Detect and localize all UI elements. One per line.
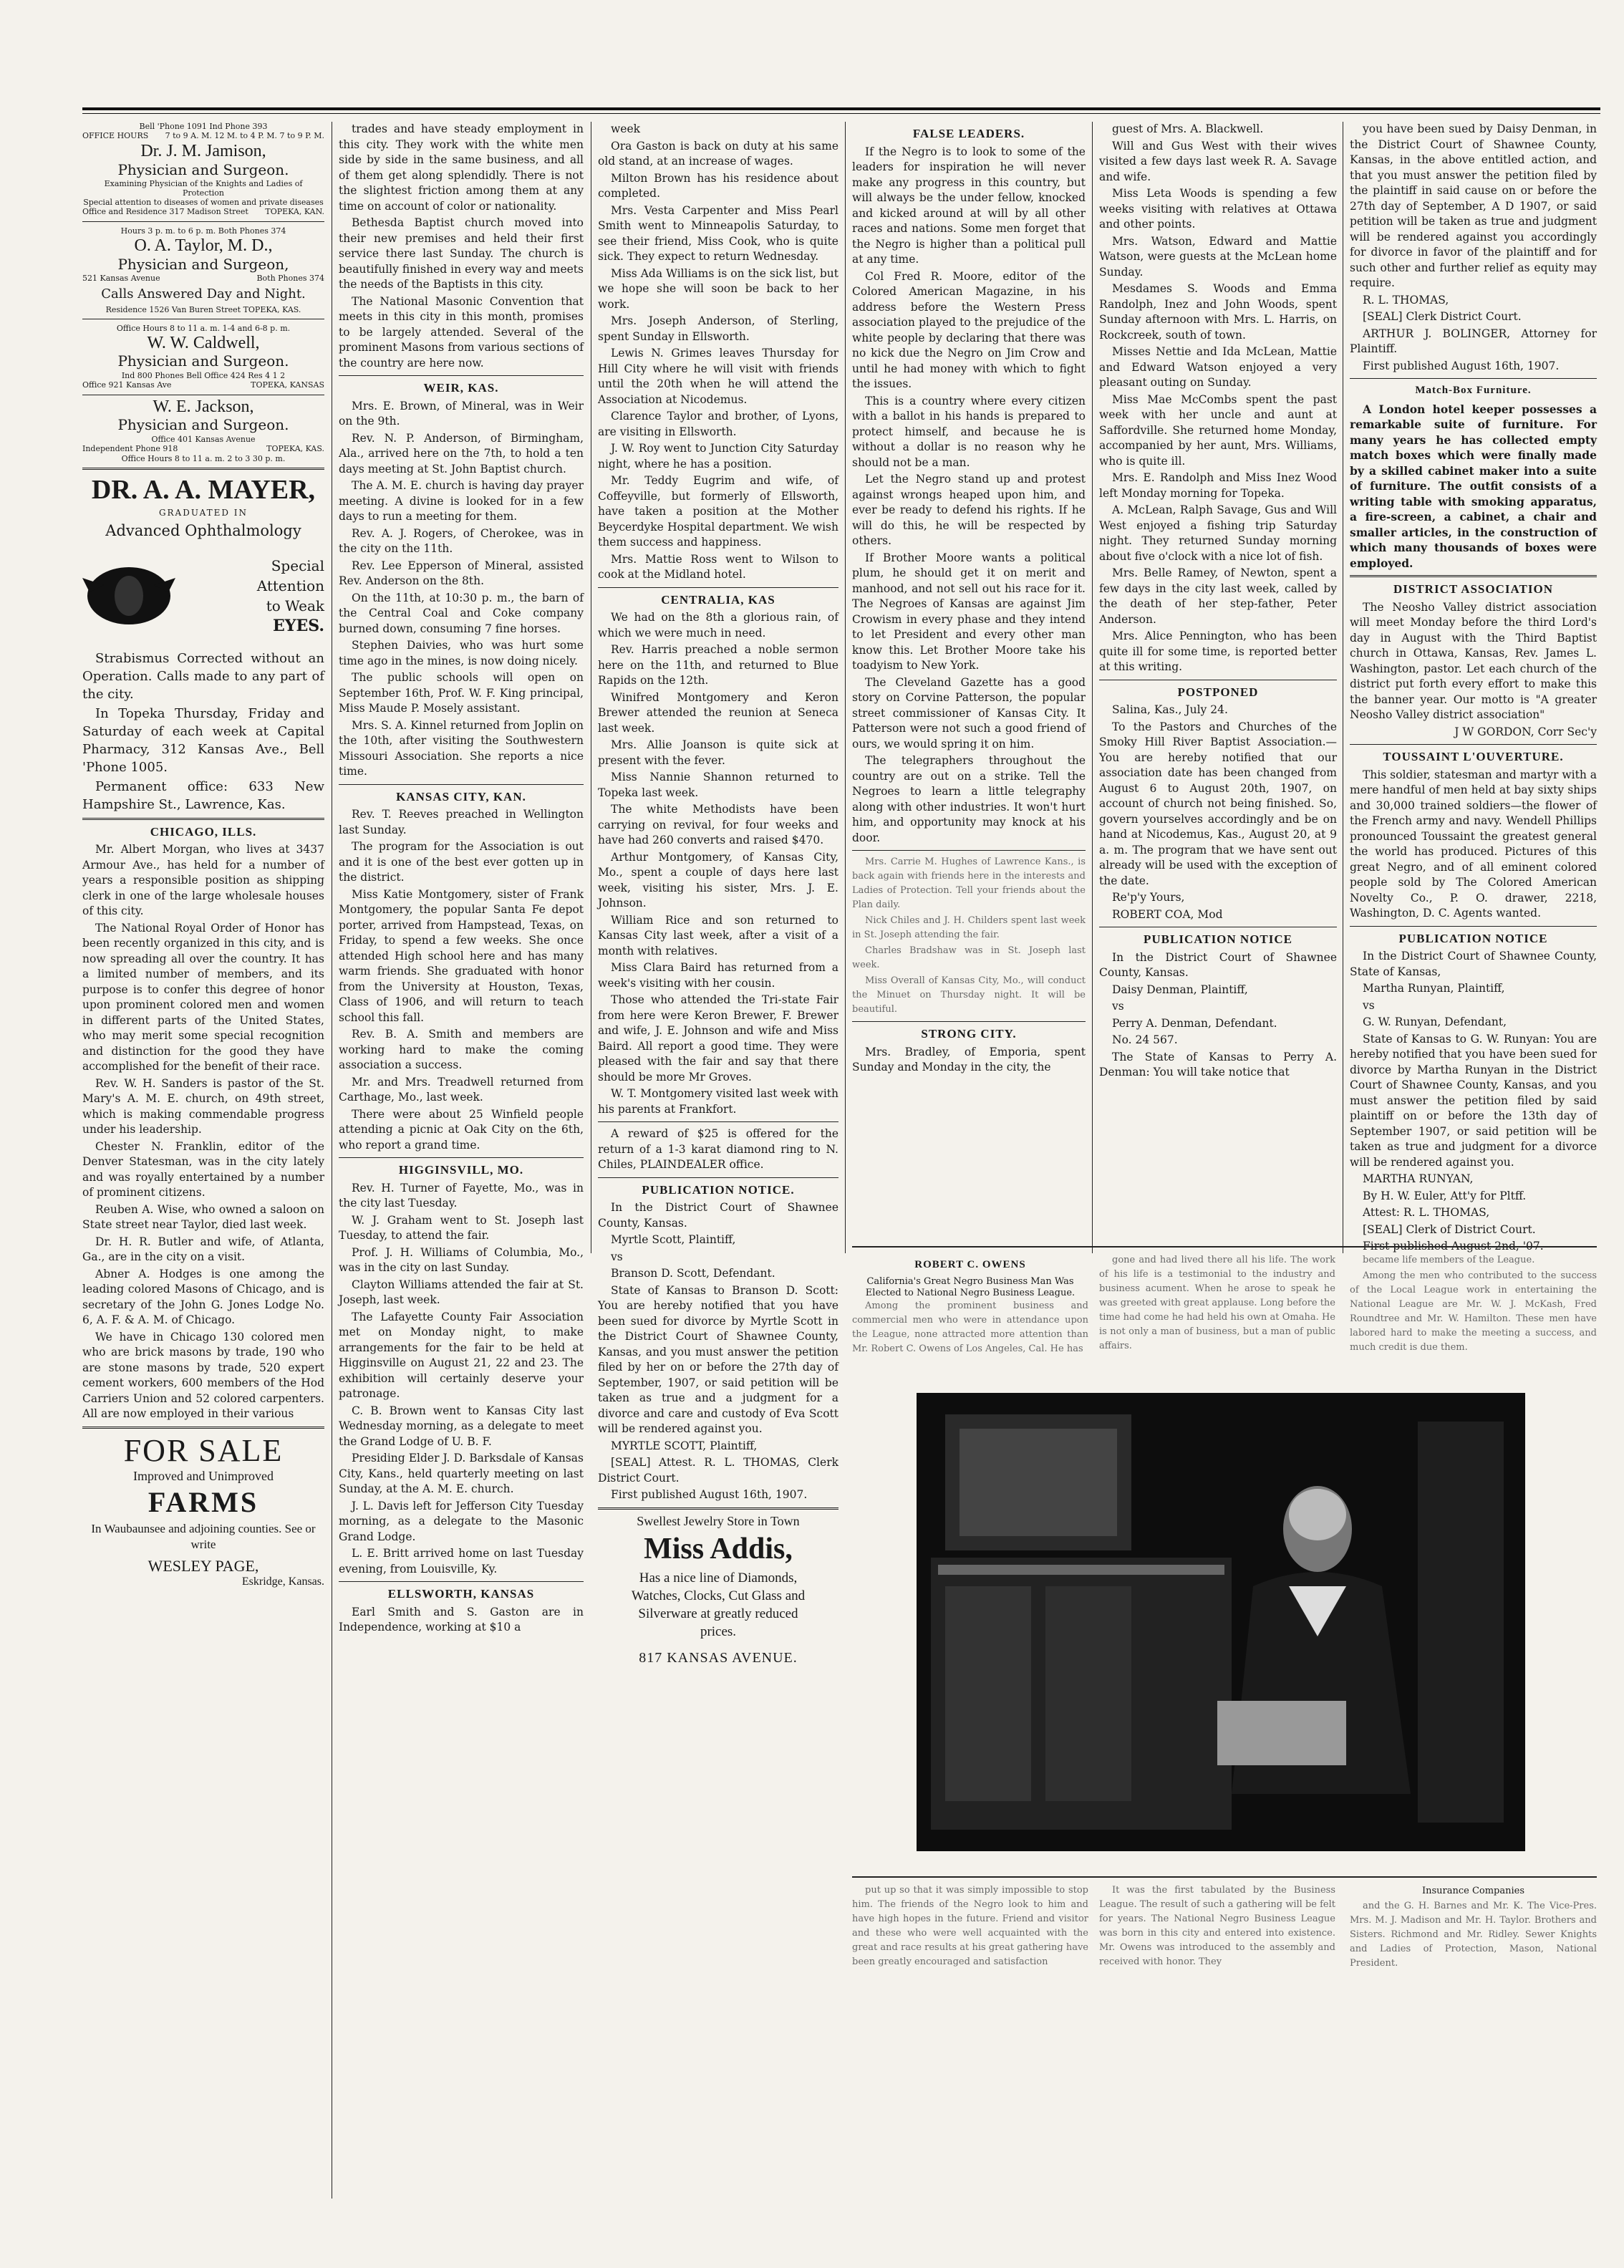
phone-line: Bell 'Phone 1091 Ind Phone 393 xyxy=(139,122,268,131)
paragraph: Mr. and Mrs. Treadwell returned from Carthage, Mo., last week. xyxy=(339,1075,584,1104)
paragraph: Miss Leta Woods is spending a few weeks visiting with relatives at Ottawa and other points. xyxy=(1099,187,1337,231)
owens-text: Among the prominent business and commercial men who were in attendance upon the League, none attracted more attention than Mr. Robert C. Owens of Los Angeles, Cal. He has xyxy=(852,1300,1088,1354)
jewelry-ad xyxy=(598,1514,838,1666)
paragraph: The program for the Association is out and it is one of the best ever gotten up in the district. xyxy=(339,840,584,884)
owens-text-right: Among the men who contributed to the success of the Local League work in entertaining the National League are Mr. W. J. McKash, Fred Roundtree and Mr. W. Hamilton. These men have labored hard to make the meeting a success, and much credit is due them. xyxy=(1350,1270,1597,1353)
doctor-title: Physician and Surgeon, xyxy=(117,255,289,273)
paragraph: In the District Court of Shawnee County, State of Kansas, xyxy=(1350,950,1597,978)
doctor-card-taylor xyxy=(82,226,324,314)
paragraph: Milton Brown has his residence about completed. xyxy=(598,171,838,200)
paragraph: Charles Bradshaw was in St. Joseph last week. xyxy=(852,945,1086,970)
paragraph: Mrs. Belle Ramey, of Newton, spent a few days in the city last week, called by the death of her step-father, Peter Anderson. xyxy=(1099,566,1337,626)
chicago-articles xyxy=(82,842,324,1422)
doctor-address: Office 921 Kansas Ave xyxy=(82,380,172,390)
doctor-card-caldwell xyxy=(82,324,324,390)
section-heading: ELLSWORTH, KANSAS xyxy=(387,1587,535,1601)
paragraph: Myrtle Scott, Plaintiff, xyxy=(611,1233,736,1246)
doctor-name: O. A. Taylor, M. D., xyxy=(134,236,273,255)
masthead-rule xyxy=(82,107,1600,110)
paragraph: Miss Katie Montgomery, sister of Frank Montgomery, the popular Santa Fe depot porter, arrived from Hampstead, Texas, on Friday, to spend a few weeks. She once attended High school here and has many warm friends. She graduated with honor from the University at Houston, Texas, Class of 1906, and will return to teach school this fall. xyxy=(339,887,584,1024)
paragraph: The National Masonic Convention that meets in this city in this month, promises to be largely attended. Several of the prominent Masons from various sections of the country are here now. xyxy=(339,294,584,370)
paragraph: J. W. Roy went to Junction City Saturday night, where he has a position. xyxy=(598,442,838,471)
hours-label: OFFICE HOURS xyxy=(82,131,149,140)
paragraph: Rev. N. P. Anderson, of Birmingham, Ala., arrived here on the 7th, to hold a ten days meeting at St. John Baptist church. xyxy=(339,431,584,476)
doctor-calls: Calls Answered Day and Night. xyxy=(101,286,306,301)
paragraph: Will and Gus West with their wives visited a few days last week R. A. Savage and wife. xyxy=(1099,139,1337,183)
mayer-attention: Attention xyxy=(256,576,324,594)
paragraph: Col Fred R. Moore, editor of the Colored American Magazine, in his address before the Western Press association played to the prejudice of the white people by declaring that there was no kick due the Negro on Jim Crow and until he had money with which to fight the issues. xyxy=(852,269,1086,390)
doctor-residence: Residence 1526 Van Buren Street TOPEKA, KAS. xyxy=(105,304,301,314)
doctor-phone: Independent Phone 918 xyxy=(82,443,178,453)
toussaint-article: This soldier, statesman and martyr with a mere handful of men held at bay sixty ships and 30,000 trained soldiers—the flower of the French army and navy. Wendell Phillips pronounced Toussaint the greatest general the world has produced. Pictures of this great Negro, and of all eminent colored people sold by The Colored American Novelty Co., P. O. drawer, 2218, Washington, D. C. Agents wanted. xyxy=(1350,768,1597,920)
paragraph: Misses Nettie and Ida McLean, Mattie and Edward Watson enjoyed a very pleasant outing on Sunday. xyxy=(1099,345,1337,389)
bottom-rule xyxy=(852,1876,1597,1878)
doctor-line: Examining Physician of the Knights and Ladies of Protection xyxy=(104,179,303,198)
phone-line: Hours 3 p. m. to 6 p. m. Both Phones 374 xyxy=(120,226,286,236)
newspaper-page xyxy=(82,107,1600,2256)
section-heading: DISTRICT ASSOCIATION xyxy=(1393,582,1553,596)
paragraph: The Lafayette County Fair Association met on Monday night, to make arrangements for the fair to be held at Higginsville on August 21, 22 and 23. The exhibition will certainly deserve your patronage. xyxy=(339,1310,584,1400)
doctor-city: TOPEKA, KAN. xyxy=(265,207,324,216)
paragraph: trades and have steady employment in this city. They work with the white men side by side in the same business, and all of them get along splendidly. There is not the slightest friction among them at any time on account of color or nationality. xyxy=(339,122,584,213)
paragraph: week xyxy=(611,122,641,135)
for-sale-contact: WESLEY PAGE, xyxy=(148,1557,259,1575)
paragraph: Prof. J. H. Williams of Columbia, Mo., was in the city on last Sunday. xyxy=(339,1245,584,1274)
weir-articles xyxy=(339,399,584,780)
paragraph: Ora Gaston is back on duty at his same old stand, at an increase of wages. xyxy=(598,139,838,168)
denman-notice-continued xyxy=(1350,122,1597,374)
doctor-name: W. W. Caldwell, xyxy=(147,333,260,352)
section-heading: CENTRALIA, KAS xyxy=(661,592,775,607)
paragraph: Miss Mae McCombs spent the past week with her uncle and aunt at Saffordville. She returned home Monday, accompanied by her aunt, Mrs. Williams, who is quite ill. xyxy=(1099,392,1337,468)
doctor-address: Office and Residence 317 Madison Street xyxy=(82,207,248,216)
section-heading: FALSE LEADERS. xyxy=(912,127,1025,140)
column-1 xyxy=(82,122,324,2199)
doctor-line: Special attention to diseases of women and private diseases xyxy=(83,198,324,207)
paragraph: No. 24 567. xyxy=(1112,1033,1178,1046)
paragraph: Rev. Harris preached a noble sermon here on the 11th, and returned to Blue Rapids on the 12th. xyxy=(598,643,838,687)
paragraph: Nick Chiles and J. H. Childers spent last week in St. Joseph attending the fair. xyxy=(852,915,1086,940)
phone-line: Office Hours 8 to 11 a. m. 1-4 and 6-8 p. m. xyxy=(116,323,291,333)
kc-articles xyxy=(339,807,584,1153)
paragraph: Rev. H. Turner of Fayette, Mo., was in the city last Tuesday. xyxy=(339,1181,584,1210)
paragraph: vs xyxy=(1112,1000,1124,1013)
paragraph: Dr. H. R. Butler and wife, of Atlanta, Ga., are in the city on a visit. xyxy=(82,1235,324,1263)
paragraph: vs xyxy=(1363,998,1375,1012)
paragraph: Those who attended the Tri-state Fair from here were Keron Brewer, F. Brewer and wife, J. E. Johnson and wife and Miss Baird. All report a good time. They were pleased with the fair and say that there should be more Mr Groves. xyxy=(598,993,838,1084)
for-sale-sub: Improved and Unimproved xyxy=(133,1468,274,1483)
paragraph: Mesdames S. Woods and Emma Randolph, Inez and John Woods, spent Sunday afternoon with Mrs. L. Harris, on Rockcreek, south of town. xyxy=(1099,282,1337,342)
paragraph: J. L. Davis left for Jefferson City Tuesday morning, as a delegate to the Masonic Grand Lodge. xyxy=(339,1499,584,1543)
paragraph: The public schools will open on September 16th, Prof. W. F. King principal, Miss Maude P. Mosely assistant. xyxy=(339,671,584,715)
paragraph: Rev. T. Reeves preached in Wellington last Sunday. xyxy=(339,808,584,836)
paragraph: By H. W. Euler, Att'y for Pltff. xyxy=(1363,1189,1527,1202)
doctor-title: Physician and Surgeon. xyxy=(117,160,289,178)
paragraph: G. W. Runyan, Defendant, xyxy=(1363,1015,1507,1028)
match-box-article: A London hotel keeper possesses a remarkable suite of furniture. For many years he has collected empty match boxes which were finally made by a skilled cabinet maker into a suite of furniture. The outfit consists of a writing table with smoking apparatus, a fire-screen, a cabinet, a chair and smaller articles, in the construction of which many thousands of boxes were employed. xyxy=(1350,402,1597,570)
paragraph: ARTHUR J. BOLINGER, Attorney for Plaintiff. xyxy=(1350,327,1597,355)
column-6 xyxy=(1350,122,1597,1253)
paragraph: ROBERT COA, Mod xyxy=(1112,907,1223,921)
column-3 xyxy=(598,122,838,2199)
paragraph: Lewis N. Grimes leaves Thursday for Hill City where he will visit with friends until the 20th when he will attend the Association at Nicodemus. xyxy=(598,347,838,406)
centralia-articles xyxy=(598,610,838,1117)
doctor-name: W. E. Jackson, xyxy=(153,397,254,416)
paragraph: Arthur Montgomery, of Kansas City, Mo., spent a couple of days here last week, visiting his sister, Mrs. J. E. Johnson. xyxy=(598,850,838,909)
paragraph: Reuben A. Wise, who owned a saloon on State street near Taylor, died last week. xyxy=(82,1202,324,1231)
section-heading: Match-Box Furniture. xyxy=(1415,385,1532,396)
paragraph: R. L. THOMAS, xyxy=(1363,293,1449,307)
paragraph: We had on the 8th a glorious rain, of which we were much in need. xyxy=(598,611,838,640)
paragraph: State of Kansas to G. W. Runyan: You are hereby notified that you have been sued for divorce by Martha Runyan in the District Court of Shawnee County, Kansas, and you must answer the petition filed by said plaintiff on or before the 13th day of September 1907, or said petition will be taken as true and judgment for a divorce will be rendered against you. xyxy=(1350,1032,1597,1169)
owens-rule xyxy=(852,1246,1597,1248)
column-divider xyxy=(1092,122,1093,1253)
paragraph: [SEAL] Attest. R. L. THOMAS, Clerk District Court. xyxy=(598,1456,838,1485)
paragraph: Branson D. Scott, Defendant. xyxy=(611,1267,775,1280)
higginsville-articles xyxy=(339,1181,584,1578)
district-article: The Neosho Valley district association will meet Monday before the third Lord's day in August with the Third Baptist church in Ottawa, Kansas, Rev. James L. Washington, pastor. Let each church of the district put forth every effort to make this the banner year. Our motto is "A greater Neosho Valley district association" xyxy=(1350,600,1597,721)
paragraph: If the Negro is to look to some of the leaders for inspiration he will never make any progress in this country, but will always be the under fellow, knocked and kicked around at will by all other races and nations. Some men forget that the Negro is higher than a political pull at any time. xyxy=(852,145,1086,266)
for-sale-heading: FOR SALE xyxy=(123,1432,284,1468)
paragraph: Mrs. Vesta Carpenter and Miss Pearl Smith went to Minneapolis Saturday, to see their friend, Miss Cook, who is quite sick. They expect to return Wednesday. xyxy=(598,203,838,263)
column-5 xyxy=(1099,122,1337,1239)
owens-col-1 xyxy=(852,1253,1088,1375)
paragraph: Perry A. Denman, Defendant. xyxy=(1112,1016,1277,1030)
paragraph: The Cleveland Gazette has a good story on Corvine Patterson, the popular street commissioner of Kansas City. It Patterson were not such a good friend of ours, we would spring it on him. xyxy=(852,675,1086,751)
paragraph: Let the Negro stand up and protest against wrongs heaped upon him, and ever be ready to defend his rights. If he will do this, he will be respected by others. xyxy=(852,473,1086,547)
paragraph: W. T. Montgomery visited last week with his parents at Frankfort. xyxy=(598,1087,838,1116)
mayer-text: In Topeka Thursday, Friday and Saturday of each week at Capital Pharmacy, 312 Kansas Ave., Bell 'Phone 1005. xyxy=(82,705,324,775)
paragraph: Salina, Kas., July 24. xyxy=(1112,703,1228,716)
bottom-col-1 xyxy=(852,1883,1088,1998)
section-heading: HIGGINSVILL, MO. xyxy=(398,1163,524,1177)
ellsworth-articles xyxy=(339,1605,584,1636)
owens-text-right: became life members of the League. xyxy=(1363,1255,1535,1265)
column-2 xyxy=(339,122,584,2199)
section-heading: WEIR, KAS. xyxy=(423,381,499,395)
paragraph: First published August 16th, 1907. xyxy=(611,1488,808,1501)
paragraph: Clayton Williams attended the fair at St. Joseph, last week. xyxy=(339,1278,584,1306)
doctor-card-jackson xyxy=(82,397,324,463)
paragraph: A. McLean, Ralph Savage, Gus and Will West enjoyed a fishing trip Saturday night. They returned Sunday morning about five o'clock with a nice lot of fish. xyxy=(1099,503,1337,563)
office-hours: Office Hours 8 to 11 a. m. 2 to 3 30 p. m. xyxy=(121,453,286,463)
doctor-office: Office 401 Kansas Avenue xyxy=(151,434,256,444)
paragraph: Mrs. S. A. Kinnel returned from Joplin on the 10th, after visiting the Southwestern Missouri Association. She reports a nice time. xyxy=(339,718,584,778)
section-heading: PUBLICATION NOTICE xyxy=(1143,932,1293,946)
postponed-notice xyxy=(1099,703,1337,922)
portrait-photo xyxy=(917,1393,1525,1851)
mayer-text: Permanent office: 633 New Hampshire St., Lawrence, Kas. xyxy=(82,778,324,812)
doctor-title: Physician and Surgeon. xyxy=(117,352,289,370)
eagle-logo xyxy=(82,553,175,639)
for-sale-text: In Waubaunsee and adjoining counties. See or write xyxy=(91,1522,316,1551)
jewelry-heading: Swellest Jewelry Store in Town xyxy=(637,1513,800,1528)
paragraph: In the District Court of Shawnee County, Kansas. xyxy=(598,1201,838,1230)
paragraph: vs xyxy=(611,1250,623,1263)
doctor-title: Physician and Surgeon. xyxy=(117,416,289,433)
paragraph: The white Methodists have been carrying on revival, for four weeks and have had 260 converts and raised $470. xyxy=(598,803,838,846)
paragraph: W. J. Graham went to St. Joseph last Tuesday, to attend the fair. xyxy=(339,1213,584,1242)
paragraph: Rev. W. H. Sanders is pastor of the St. Mary's A. M. E. church, on 49th street, which is making commendable progress under his leadership. xyxy=(82,1076,324,1136)
paragraph: William Rice and son returned to Kansas City last week, after a visit of a month with relatives. xyxy=(598,913,838,957)
paragraph: Mrs. Alice Pennington, who has been quite ill for some time, is reported better at this writing. xyxy=(1099,629,1337,673)
paragraph: Re'p'y Yours, xyxy=(1112,891,1185,904)
section-heading: STRONG CITY. xyxy=(921,1027,1017,1041)
paragraph: Miss Overall of Kansas City, Mo., will conduct the Minuet on Thursday night. It will be beautiful. xyxy=(852,975,1086,1015)
paragraph: C. B. Brown went to Kansas City last Wednesday morning, as a delegate to meet the Grand Lodge of U. B. F. xyxy=(339,1404,584,1448)
paragraph: Bethesda Baptist church moved into their new premises and held their first service there last Sunday. The church is beautifully finished in every way and meets the needs of the Baptists in this city. xyxy=(339,216,584,291)
paragraph: First published August 2nd, '07. xyxy=(1363,1240,1544,1253)
mayer-ad xyxy=(82,474,324,814)
publication-notice xyxy=(1099,950,1337,1081)
paragraph: State of Kansas to Branson D. Scott: You are hereby notified that you have been sued for divorce by Myrtle Scott in the District Court of Shawnee County, Kansas, and you must answer the petition filed by her on or before the 27th day of September, 1907, or said petition will be taken as true and a judgment for a divorce and care and custody of Eva Scott will be rendered against you. xyxy=(598,1283,838,1435)
owens-subheading: California's Great Negro Business Man Was Elected to National Negro Business League. xyxy=(865,1275,1076,1298)
paragraph: you have been sued by Daisy Denman, in the District Court of Shawnee County, Kansas, in the above entitled action, and that you must answer the petition filed by the plaintiff in said cause on or before the 27th day of September, A D 1907, or said petition will be taken as true and judgment will be rendered against you accordingly for divorce in favor of the plaintiff and for such other and further relief as equity may require. xyxy=(1350,122,1597,289)
column-divider xyxy=(845,122,846,1253)
doctor-card-jamison xyxy=(82,122,324,217)
paragraph: First published August 16th, 1907. xyxy=(1363,359,1560,372)
paragraph: Mrs. Allie Joanson is quite sick at present with the fever. xyxy=(598,738,838,767)
runyan-notice xyxy=(1350,949,1597,1255)
mayer-weak: to Weak xyxy=(266,597,324,614)
bottom-text: It was the first tabulated by the Business League. The result of such a gathering will be felt for years. The National Negro Business League was born in this city and entered into existence. Mr. Owens was introduced to the assembly and received with honor. They xyxy=(1099,1885,1335,1967)
paragraph: Mr. Albert Morgan, who lives at 3437 Armour Ave., has held for a number of years a responsible position as shipping clerk in one of the large wholesale houses of this city. xyxy=(82,843,324,917)
paragraph: Mrs. Joseph Anderson, of Sterling, spent Sunday in Ellsworth. xyxy=(598,314,838,343)
bottom-text: put up so that it was simply impossible to stop him. The friends of the Negro look to him and have high hopes in the future. Friend and visitor and these who were well acquainted with the great and race results at his great gathering have been greatly encouraged and satisfaction xyxy=(852,1885,1088,1967)
article-block xyxy=(339,122,584,371)
paragraph: Mrs. Carrie M. Hughes of Lawrence Kans., is back again with friends here in the interests and Ladies of Protection. Tell your friends about the Plan daily. xyxy=(852,856,1086,910)
paragraph: Rev. B. A. Smith and members are working hard to make the coming association a success. xyxy=(339,1028,584,1071)
bottom-col-2 xyxy=(1099,1883,1335,1998)
mayer-special: Special xyxy=(271,556,324,574)
paragraph: MYRTLE SCOTT, Plaintiff, xyxy=(611,1439,758,1452)
publication-notice xyxy=(598,1200,838,1503)
paragraph: Presiding Elder J. D. Barksdale of Kansas City, Kans., held quarterly meeting on last Sunday, at the A. M. E. church. xyxy=(339,1452,584,1495)
paragraph: guest of Mrs. A. Blackwell. xyxy=(1112,122,1264,135)
paragraph: Daisy Denman, Plaintiff, xyxy=(1112,983,1248,996)
mayer-name: DR. A. A. MAYER, xyxy=(91,474,316,505)
section-heading: PUBLICATION NOTICE xyxy=(1398,931,1548,945)
paragraph: There were about 25 Winfield people attending a picnic at Oak City on the 6th, who report a grand time. xyxy=(339,1107,584,1152)
paragraph: MARTHA RUNYAN, xyxy=(1363,1172,1474,1185)
section-heading: PUBLICATION NOTICE. xyxy=(642,1182,795,1197)
reward-notice: A reward of $25 is offered for the return of a 1-3 karat diamond ring to N. Chiles, PLAINDEALER office. xyxy=(598,1127,838,1171)
column-4 xyxy=(852,122,1086,1239)
section-heading: CHICAGO, ILLS. xyxy=(150,824,257,839)
paragraph: [SEAL] Clerk District Court. xyxy=(1363,310,1522,323)
paragraph: Miss Clara Baird has returned from a week's visiting with her cousin. xyxy=(598,961,838,990)
paragraph: Earl Smith and S. Gaston are in Independence, working at $10 a xyxy=(339,1605,584,1634)
doctor-name: Dr. J. M. Jamison, xyxy=(140,142,266,160)
owens-text-mid: gone and had lived there all his life. The work of his life is a testimonial to the industry and business acument. When he arose to speak he was greeted with great applause. Long before the time had come he had held his own at Omaha. He is not only a man of business, but a man of public affairs. xyxy=(1099,1255,1335,1351)
for-sale-ad xyxy=(82,1433,324,1590)
paragraph: Rev. Lee Epperson of Mineral, assisted Rev. Anderson on the 8th. xyxy=(339,559,584,587)
section-heading: POSTPONED xyxy=(1177,685,1259,699)
paragraph: The A. M. E. church is having day prayer meeting. A divine is looked for in a few days to run a meeting for them. xyxy=(339,479,584,523)
paragraph: Abner A. Hodges is one among the leading colored Masons of Chicago, and is secretary of the John G. Jones Lodge No. 6, A. F. & A. M. of Chicago. xyxy=(82,1267,324,1326)
false-leaders-article xyxy=(852,145,1086,846)
owens-col-3 xyxy=(1350,1253,1597,1375)
paragraph: In the District Court of Shawnee County, Kansas. xyxy=(1099,950,1337,979)
paragraph: Miss Ada Williams is on the sick list, but we hope she will soon be back to her work. xyxy=(598,266,838,311)
paragraph: The telegraphers throughout the country are out on a strike. Tell the Negroes to learn a little telegraphy along with other industries. It won't hurt him, and opportunity may knock at his door. xyxy=(852,754,1086,844)
paragraph: If Brother Moore wants a political plum, he should get it on merit and manhood, and not sell out his race for it. The Negroes of Kansas are against Jim Crowism in every phase and they intend to let President and every other man know this. Let Brother Moore take his toadyism to New York. xyxy=(852,551,1086,672)
paragraph: Mrs. Watson, Edward and Mattie Watson, were guests at the McLean home Sunday. xyxy=(1099,234,1337,279)
mayer-eyes: EYES. xyxy=(272,616,324,635)
paragraph: L. E. Britt arrived home on last Tuesday evening, from Louisville, Ky. xyxy=(339,1547,584,1575)
jewelry-address: 817 KANSAS AVENUE. xyxy=(639,1650,798,1666)
doctor-phones: Ind 800 Phones Bell Office 424 Res 4 1 2 xyxy=(121,370,286,380)
paragraph: We have in Chicago 130 colored men who are brick masons by trade, 190 who are stone masons by trade, 520 expert cement workers, 600 members of the Hod Carriers Union and 52 colored carpenters. All are now employed in their various xyxy=(82,1330,324,1420)
paragraph: The State of Kansas to Perry A. Denman: You will take notice that xyxy=(1099,1050,1337,1078)
insurance-heading: Insurance Companies xyxy=(1421,1886,1525,1896)
mayer-specialty: Advanced Ophthalmology xyxy=(105,522,301,539)
owens-heading: ROBERT C. OWENS xyxy=(914,1259,1026,1270)
doctor-city: TOPEKA, KANSAS xyxy=(251,380,324,390)
paragraph: Clarence Taylor and brother, of Lyons, are visiting in Ellsworth. xyxy=(598,410,838,438)
hours: 7 to 9 A. M. 12 M. to 4 P. M. 7 to 9 P. M. xyxy=(165,131,324,140)
paragraph: Mrs. E. Randolph and Miss Inez Wood left Monday morning for Topeka. xyxy=(1099,471,1337,500)
mayer-text: Strabismus Corrected without an Operation. Calls made to any part of the city. xyxy=(82,650,324,702)
masthead-rule-thin xyxy=(82,113,1600,114)
paragraph: Chester N. Franklin, editor of the Denver Statesman, was in the city lately and was royally entertained by a number of prominent citizens. xyxy=(82,1139,324,1199)
for-sale-location: Eskridge, Kansas. xyxy=(241,1575,324,1588)
paragraph: Rev. A. J. Rogers, of Cherokee, was in the city on the 11th. xyxy=(339,526,584,555)
local-notes xyxy=(1099,122,1337,675)
strong-city-text: Mrs. Bradley, of Emporia, spent Sunday and Monday in the city, the xyxy=(852,1045,1086,1073)
section-heading: KANSAS CITY, KAN. xyxy=(396,789,526,804)
portrait-image xyxy=(917,1393,1525,1851)
paragraph: On the 11th, at 10:30 p. m., the barn of the Central Coal and Coke company burned down, consuming 7 fine horses. xyxy=(339,591,584,635)
bottom-col-3 xyxy=(1350,1883,1597,1998)
section-heading: TOUSSAINT L'OUVERTURE. xyxy=(1383,750,1564,763)
bottom-text: and the G. H. Barnes and Mr. K. The Vice-Pres. Mrs. M. J. Madison and Mr. H. Taylor. Brothers and Sisters. Richmond and Mr. Ridley. Sewer Knights and Ladies of Protection, Mason, National President. xyxy=(1350,1900,1597,1969)
district-signature: J W GORDON, Corr Sec'y xyxy=(1454,725,1597,738)
doctor-city: TOPEKA, KAS. xyxy=(266,443,324,453)
paragraph: Martha Runyan, Plaintiff, xyxy=(1363,982,1505,995)
paragraph: Winifred Montgomery and Keron Brewer attended the reunion at Seneca last week. xyxy=(598,690,838,735)
paragraph: Mrs. E. Brown, of Mineral, was in Weir on the 9th. xyxy=(339,399,584,428)
doctor-phone: Both Phones 374 xyxy=(256,274,324,283)
paragraph: Miss Nannie Shannon returned to Topeka last week. xyxy=(598,771,838,799)
paragraph: Attest: R. L. THOMAS, xyxy=(1363,1206,1490,1219)
paragraph: Mrs. Mattie Ross went to Wilson to cook at the Midland hotel. xyxy=(598,552,838,581)
paragraph: To the Pastors and Churches of the Smoky Hill River Baptist Association.—You are hereby notified that our association date has been changed from August 6 to August 20th, 1907, on account of church not being finished. So, govern yourselves accordingly and be on hand at Nicodemus, Kas., August 20, at 9 a. m. The program that we have sent out already will be used with the exception of the date. xyxy=(1099,720,1337,887)
faded-notes xyxy=(852,855,1086,1017)
ellsworth-continued xyxy=(598,122,838,583)
mayer-graduated: GRADUATED IN xyxy=(158,507,248,518)
jewelry-name: Miss Addis, xyxy=(644,1533,793,1565)
paragraph: [SEAL] Clerk of District Court. xyxy=(1363,1222,1536,1236)
jewelry-text: Has a nice line of Diamonds, Watches, Clocks, Cut Glass and Silverware at greatly reduced prices. xyxy=(631,1570,806,1639)
paragraph: Stephen Daivies, who was hurt some time ago in the mines, is now doing nicely. xyxy=(339,639,584,667)
paragraph: The National Royal Order of Honor has been recently organized in this city, and is now spreading all over the country. It has a limited number of members, and its purpose is to confer this degree of honor upon prominent colored men and women in different parts of the United States, who may merit some special recognition and distinction for the good they have accomplished for the benefit of their race. xyxy=(82,921,324,1073)
paragraph: Mr. Teddy Eugrim and wife, of Coffeyville, but formerly of Ellsworth, have taken a position at the Mother Beycerdyke Hospital department. We wish them success and happiness. xyxy=(598,474,838,549)
for-sale-farms: FARMS xyxy=(148,1486,259,1518)
paragraph: This is a country where every citizen with a ballot in his hands is prepared to protect himself, and because he is without a dollar is no reason why he should not be a man. xyxy=(852,394,1086,469)
owens-col-2 xyxy=(1099,1253,1335,1375)
doctor-address: 521 Kansas Avenue xyxy=(82,274,160,283)
